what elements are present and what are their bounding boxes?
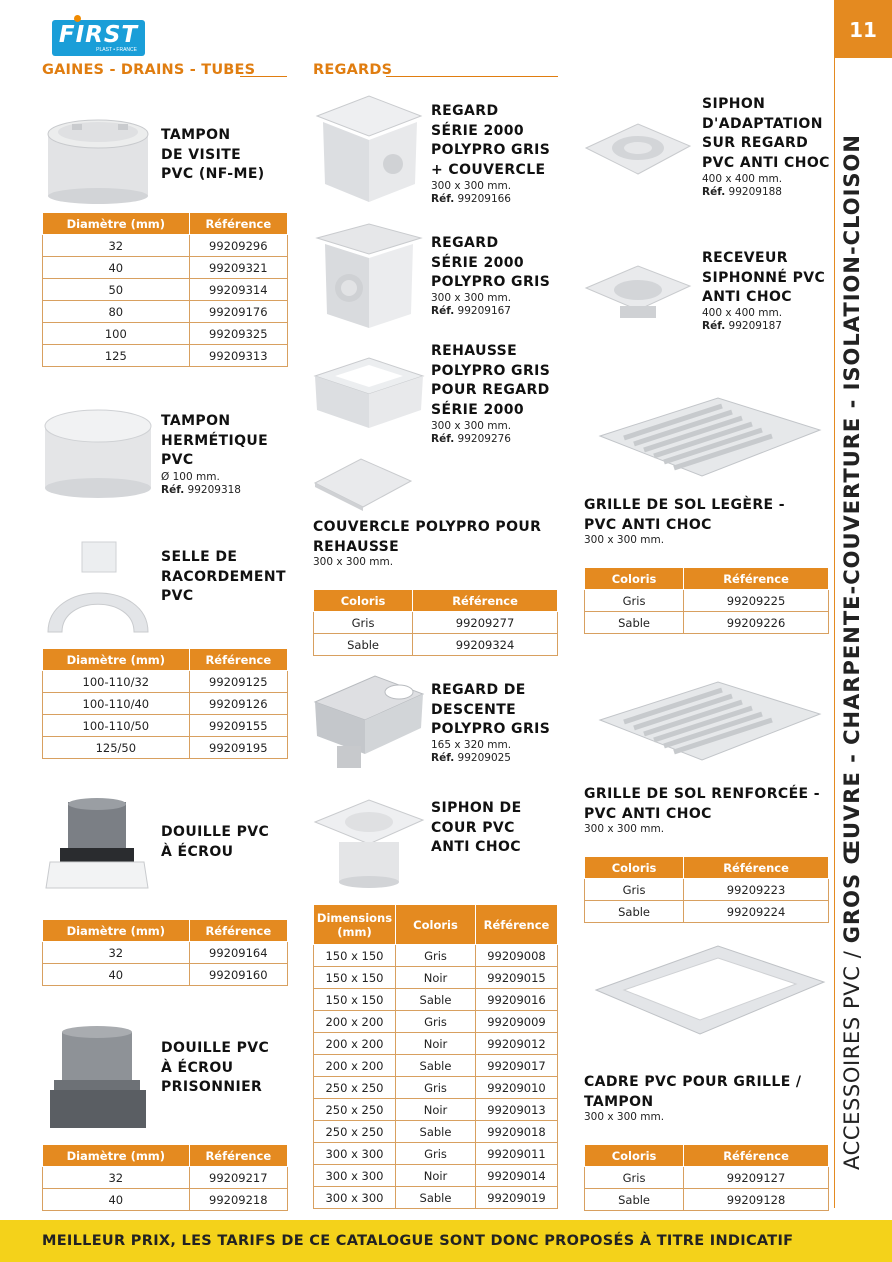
douille-prisonnier-image <box>46 1024 156 1134</box>
selle-racordement-image <box>42 540 154 640</box>
tampon-visite-header-diametre: Diamètre (mm) <box>43 213 190 235</box>
vertical-divider <box>834 58 835 1208</box>
grille-legere-dimensions: 300 x 300 mm. <box>584 534 665 546</box>
cadre-header-reference: Référence <box>684 1145 829 1167</box>
vertical-category-title <box>840 70 864 1170</box>
table-cell: 99209225 <box>684 590 829 612</box>
cadre-header-coloris: Coloris <box>585 1145 684 1167</box>
table-row <box>314 1077 558 1099</box>
footer-disclaimer: MEILLEUR PRIX, LES TARIFS DE CE CATALOGUE SONT DONC PROPOSÉS À TITRE INDICATIF <box>42 1233 794 1249</box>
douille-prisonnier-header-diametre: Diamètre (mm) <box>43 1145 190 1167</box>
siphon-cour-header-reference: Référence <box>476 905 558 945</box>
table-cell: 32 <box>43 235 190 257</box>
grille-renforcee-dimensions: 300 x 300 mm. <box>584 823 665 835</box>
logo-subtext: PLAST • FRANCE <box>96 47 137 53</box>
selle-header-reference: Référence <box>189 649 287 671</box>
tampon-hermetique-title: TAMPON HERMÉTIQUE PVC <box>161 413 269 468</box>
receveur-image <box>584 264 692 324</box>
table-cell: 40 <box>43 257 190 279</box>
regard-descente-dimensions: 165 x 320 mm. <box>431 739 512 751</box>
table-cell: 99209155 <box>189 715 287 737</box>
table-cell: 100-110/32 <box>43 671 190 693</box>
reference-label: Réf. <box>702 320 726 332</box>
table-cell: 99209224 <box>684 901 829 923</box>
regard-gris-dimensions: 300 x 300 mm. <box>431 292 512 304</box>
table-cell: Sable <box>396 1055 476 1077</box>
cadre-title: CADRE PVC POUR GRILLE / TAMPON <box>584 1074 802 1110</box>
table-cell: Gris <box>585 590 684 612</box>
table-cell: 99209016 <box>476 989 558 1011</box>
table-row <box>314 612 558 634</box>
regard-couvercle-title: REGARD SÉRIE 2000 POLYPRO GRIS + COUVERCLE <box>431 103 551 178</box>
table-cell: Gris <box>396 1077 476 1099</box>
table-cell: 99209325 <box>189 323 287 345</box>
vertical-category-bold: GROS ŒUVRE - CHARPENTE-COUVERTURE - ISOLATION-CLOISON <box>840 134 864 944</box>
rehausse-dimensions: 300 x 300 mm. <box>431 420 512 432</box>
table-cell: 99209014 <box>476 1165 558 1187</box>
table-cell: 99209314 <box>189 279 287 301</box>
regard-descente-image <box>313 672 425 772</box>
receveur-reference <box>702 320 782 332</box>
table-row <box>43 301 288 323</box>
page-number: 11 <box>834 0 892 58</box>
table-row <box>585 901 829 923</box>
reference-label: Réf. <box>431 433 455 445</box>
table-cell: 125 <box>43 345 190 367</box>
regard-couvercle-reference <box>431 193 511 205</box>
regard-couvercle-dimensions: 300 x 300 mm. <box>431 180 512 192</box>
grille-renforcee-header-coloris: Coloris <box>585 857 684 879</box>
table-cell: 99209223 <box>684 879 829 901</box>
table-cell: 99209217 <box>189 1167 287 1189</box>
reference-label: Réf. <box>431 193 455 205</box>
table-cell: 99209018 <box>476 1121 558 1143</box>
table-row <box>314 967 558 989</box>
grille-renforcee-table <box>584 856 829 923</box>
table-row <box>43 737 288 759</box>
table-cell: 99209321 <box>189 257 287 279</box>
table-cell: 99209017 <box>476 1055 558 1077</box>
table-cell: Gris <box>314 612 413 634</box>
table-cell: 150 x 150 <box>314 945 396 967</box>
siphon-cour-table <box>313 904 558 1209</box>
tampon-hermetique-dimensions: Ø 100 mm. <box>161 471 220 483</box>
table-cell: Sable <box>396 1187 476 1209</box>
table-row <box>43 964 288 986</box>
section-underline-left <box>240 76 287 77</box>
reference-value: 99209166 <box>457 193 511 205</box>
brand-logo <box>52 20 145 56</box>
section-title-left: GAINES - DRAINS - TUBES <box>42 62 256 78</box>
table-cell: 250 x 250 <box>314 1099 396 1121</box>
reference-label: Réf. <box>431 752 455 764</box>
table-cell: 99209125 <box>189 671 287 693</box>
table-cell: 99209277 <box>413 612 558 634</box>
douille-prisonnier-table <box>42 1144 288 1211</box>
table-row <box>43 671 288 693</box>
rehausse-title: REHAUSSE POLYPRO GRIS POUR REGARD SÉRIE 2000 <box>431 343 551 418</box>
table-cell: 40 <box>43 1189 190 1211</box>
grille-legere-header-reference: Référence <box>684 568 829 590</box>
table-cell: 300 x 300 <box>314 1143 396 1165</box>
table-cell: 32 <box>43 1167 190 1189</box>
footer-banner <box>0 1220 892 1262</box>
vertical-category-light: ACCESSOIRES PVC / <box>840 943 864 1170</box>
logo-dot <box>74 15 81 22</box>
table-row <box>314 634 558 656</box>
table-row <box>43 345 288 367</box>
siphon-cour-header-coloris: Coloris <box>396 905 476 945</box>
table-cell: Gris <box>396 1011 476 1033</box>
table-row <box>314 1165 558 1187</box>
siphon-adaptation-title: SIPHON D'ADAPTATION SUR REGARD PVC ANTI CHOC <box>702 96 830 171</box>
reference-label: Réf. <box>702 186 726 198</box>
tampon-hermetique-reference <box>161 484 241 496</box>
table-cell: 99209160 <box>189 964 287 986</box>
grille-legere-table <box>584 567 829 634</box>
table-cell: 99209176 <box>189 301 287 323</box>
table-row <box>314 989 558 1011</box>
douille-header-reference: Référence <box>189 920 287 942</box>
table-row <box>314 1099 558 1121</box>
table-row <box>585 879 829 901</box>
siphon-adaptation-image <box>584 120 692 180</box>
table-row <box>43 1189 288 1211</box>
table-cell: 200 x 200 <box>314 1011 396 1033</box>
regard-gris-reference <box>431 305 511 317</box>
table-cell: 150 x 150 <box>314 967 396 989</box>
section-underline-middle <box>386 76 558 77</box>
douille-title: DOUILLE PVC À ÉCROU <box>161 824 270 860</box>
cadre-table <box>584 1144 829 1211</box>
table-cell: Gris <box>585 1167 684 1189</box>
tampon-visite-table <box>42 212 288 367</box>
section-title-middle: REGARDS <box>313 62 393 78</box>
regard-descente-reference <box>431 752 511 764</box>
reference-value: 99209276 <box>457 433 511 445</box>
table-cell: Sable <box>396 1121 476 1143</box>
rehausse-image <box>313 356 425 432</box>
table-cell: Sable <box>585 612 684 634</box>
grille-renforcee-title: GRILLE DE SOL RENFORCÉE - PVC ANTI CHOC <box>584 786 820 822</box>
table-row <box>43 279 288 301</box>
table-cell: 99209008 <box>476 945 558 967</box>
table-cell: 99209324 <box>413 634 558 656</box>
table-cell: 300 x 300 <box>314 1187 396 1209</box>
table-row <box>585 1167 829 1189</box>
reference-value: 99209318 <box>187 484 241 496</box>
table-cell: 99209218 <box>189 1189 287 1211</box>
table-cell: 99209313 <box>189 345 287 367</box>
selle-table <box>42 648 288 759</box>
table-cell: 80 <box>43 301 190 323</box>
table-cell: 99209195 <box>189 737 287 759</box>
douille-table <box>42 919 288 986</box>
table-cell: 100 <box>43 323 190 345</box>
siphon-cour-image <box>313 796 425 892</box>
reference-value: 99209187 <box>728 320 782 332</box>
table-cell: 99209226 <box>684 612 829 634</box>
table-cell: 99209013 <box>476 1099 558 1121</box>
table-cell: 99209010 <box>476 1077 558 1099</box>
selle-header-diametre: Diamètre (mm) <box>43 649 190 671</box>
tampon-visite-image <box>42 112 154 204</box>
rehausse-reference <box>431 433 511 445</box>
table-cell: Noir <box>396 1165 476 1187</box>
couvercle-header-reference: Référence <box>413 590 558 612</box>
table-cell: 50 <box>43 279 190 301</box>
reference-value: 99209025 <box>457 752 511 764</box>
selle-title: SELLE DE RACORDEMENT PVC <box>161 549 286 604</box>
table-cell: 250 x 250 <box>314 1077 396 1099</box>
siphon-cour-title: SIPHON DE COUR PVC ANTI CHOC <box>431 800 522 855</box>
table-cell: 40 <box>43 964 190 986</box>
regard-couvercle-image <box>313 94 425 206</box>
table-row <box>314 1055 558 1077</box>
tampon-hermetique-image <box>42 404 154 500</box>
douille-image <box>42 798 154 898</box>
couvercle-table <box>313 589 558 656</box>
douille-header-diametre: Diamètre (mm) <box>43 920 190 942</box>
receveur-dimensions: 400 x 400 mm. <box>702 307 783 319</box>
grille-renforcee-header-reference: Référence <box>684 857 829 879</box>
table-cell: Sable <box>314 634 413 656</box>
couvercle-dimensions: 300 x 300 mm. <box>313 556 394 568</box>
table-row <box>43 235 288 257</box>
grille-renforcee-image <box>598 680 822 764</box>
table-cell: 99209296 <box>189 235 287 257</box>
cadre-image <box>594 944 826 1040</box>
table-cell: 150 x 150 <box>314 989 396 1011</box>
regard-gris-image <box>313 222 425 334</box>
table-cell: 100-110/40 <box>43 693 190 715</box>
grille-legere-title: GRILLE DE SOL LEGÈRE - PVC ANTI CHOC <box>584 497 785 533</box>
table-cell: 99209012 <box>476 1033 558 1055</box>
reference-value: 99209167 <box>457 305 511 317</box>
table-cell: 250 x 250 <box>314 1121 396 1143</box>
siphon-adaptation-reference <box>702 186 782 198</box>
grille-legere-image <box>598 396 822 480</box>
table-row <box>585 612 829 634</box>
table-cell: 32 <box>43 942 190 964</box>
table-cell: 99209015 <box>476 967 558 989</box>
table-row <box>43 257 288 279</box>
table-cell: Noir <box>396 1033 476 1055</box>
grille-legere-header-coloris: Coloris <box>585 568 684 590</box>
table-row <box>43 693 288 715</box>
regard-descente-title: REGARD DE DESCENTE POLYPRO GRIS <box>431 682 551 737</box>
table-row <box>43 942 288 964</box>
siphon-adaptation-dimensions: 400 x 400 mm. <box>702 173 783 185</box>
table-row <box>585 1189 829 1211</box>
siphon-cour-header-dimensions: Dimensions (mm) <box>314 905 396 945</box>
table-row <box>43 323 288 345</box>
regard-gris-title: REGARD SÉRIE 2000 POLYPRO GRIS <box>431 235 551 290</box>
douille-prisonnier-title: DOUILLE PVC À ÉCROU PRISONNIER <box>161 1040 270 1095</box>
tampon-visite-header-reference: Référence <box>189 213 287 235</box>
receveur-title: RECEVEUR SIPHONNÉ PVC ANTI CHOC <box>702 250 826 305</box>
table-cell: Sable <box>396 989 476 1011</box>
table-cell: 99209164 <box>189 942 287 964</box>
reference-value: 99209188 <box>728 186 782 198</box>
table-cell: 99209127 <box>684 1167 829 1189</box>
logo-text: FIRST <box>58 22 139 48</box>
table-row <box>314 1033 558 1055</box>
table-cell: Noir <box>396 967 476 989</box>
couvercle-image <box>313 457 413 513</box>
couvercle-title: COUVERCLE POLYPRO POUR REHAUSSE <box>313 519 542 555</box>
table-row <box>314 1121 558 1143</box>
table-row <box>314 1011 558 1033</box>
table-cell: Gris <box>396 1143 476 1165</box>
table-cell: 300 x 300 <box>314 1165 396 1187</box>
table-cell: 99209128 <box>684 1189 829 1211</box>
reference-label: Réf. <box>431 305 455 317</box>
table-cell: Gris <box>396 945 476 967</box>
table-cell: 125/50 <box>43 737 190 759</box>
table-row <box>43 715 288 737</box>
couvercle-header-coloris: Coloris <box>314 590 413 612</box>
douille-prisonnier-header-reference: Référence <box>189 1145 287 1167</box>
table-cell: Sable <box>585 1189 684 1211</box>
table-cell: Gris <box>585 879 684 901</box>
table-cell: Sable <box>585 901 684 923</box>
table-row <box>314 1143 558 1165</box>
tampon-visite-title: TAMPON DE VISITE PVC (NF-ME) <box>161 127 265 182</box>
table-cell: 100-110/50 <box>43 715 190 737</box>
table-cell: Noir <box>396 1099 476 1121</box>
table-cell: 99209019 <box>476 1187 558 1209</box>
table-row <box>43 1167 288 1189</box>
table-row <box>314 1187 558 1209</box>
table-cell: 99209011 <box>476 1143 558 1165</box>
cadre-dimensions: 300 x 300 mm. <box>584 1111 665 1123</box>
table-row <box>314 945 558 967</box>
table-cell: 200 x 200 <box>314 1055 396 1077</box>
table-cell: 200 x 200 <box>314 1033 396 1055</box>
table-cell: 99209009 <box>476 1011 558 1033</box>
reference-label: Réf. <box>161 484 185 496</box>
table-row <box>585 590 829 612</box>
table-cell: 99209126 <box>189 693 287 715</box>
